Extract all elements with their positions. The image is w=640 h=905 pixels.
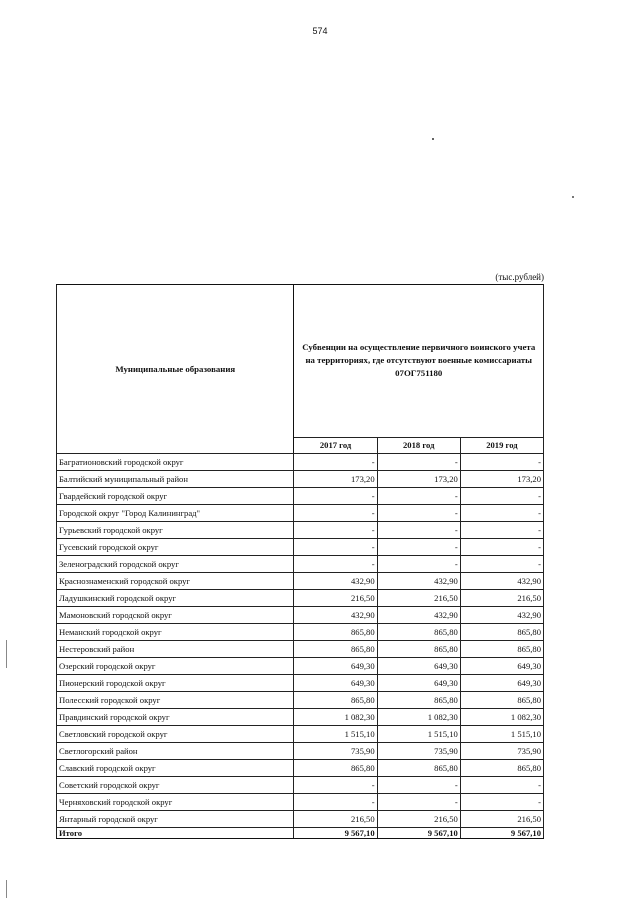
table-row xyxy=(57,675,544,692)
value-2018: 432,90 xyxy=(377,573,460,590)
value-2018: - xyxy=(377,522,460,539)
value-2017: 1 082,30 xyxy=(294,709,377,726)
total-2019: 9 567,10 xyxy=(460,828,543,839)
value-2018: 865,80 xyxy=(377,692,460,709)
value-2019: 735,90 xyxy=(460,743,543,760)
subvention-column-header: Субвенции на осуществление первичного воинского учета на территориях, где отсутствуют военные комиссариаты 07ОГ751180 xyxy=(294,285,544,438)
value-2019: - xyxy=(460,488,543,505)
value-2017: 173,20 xyxy=(294,471,377,488)
value-2018: 1 082,30 xyxy=(377,709,460,726)
table-header-row xyxy=(57,285,544,438)
table-row xyxy=(57,760,544,777)
table-row xyxy=(57,471,544,488)
municipality-name: Балтийский муниципальный район xyxy=(57,471,294,488)
value-2019: 173,20 xyxy=(460,471,543,488)
scan-edge-mark xyxy=(6,880,7,898)
value-2017: - xyxy=(294,539,377,556)
value-2018: 1 515,10 xyxy=(377,726,460,743)
value-2017: - xyxy=(294,794,377,811)
municipality-name: Гвардейский городской округ xyxy=(57,488,294,505)
value-2018: - xyxy=(377,505,460,522)
municipality-name: Черняховский городской округ xyxy=(57,794,294,811)
value-2019: 865,80 xyxy=(460,641,543,658)
table-row xyxy=(57,505,544,522)
municipality-name: Багратионовский городской округ xyxy=(57,454,294,471)
scan-speck xyxy=(572,196,574,198)
value-2017: 432,90 xyxy=(294,573,377,590)
value-2017: - xyxy=(294,505,377,522)
value-2018: - xyxy=(377,454,460,471)
value-2019: 865,80 xyxy=(460,692,543,709)
table-row xyxy=(57,794,544,811)
municipality-name: Светлогорский район xyxy=(57,743,294,760)
value-2017: 735,90 xyxy=(294,743,377,760)
units-label: (тыс.рублей) xyxy=(495,272,544,282)
municipality-name: Янтарный городской округ xyxy=(57,811,294,828)
value-2017: 216,50 xyxy=(294,590,377,607)
value-2019: - xyxy=(460,522,543,539)
value-2017: 865,80 xyxy=(294,760,377,777)
table-row xyxy=(57,777,544,794)
municipality-name: Полесский городской округ xyxy=(57,692,294,709)
total-2017: 9 567,10 xyxy=(294,828,377,839)
municipality-name: Славский городской округ xyxy=(57,760,294,777)
value-2019: 216,50 xyxy=(460,811,543,828)
value-2018: - xyxy=(377,777,460,794)
municipality-name: Пионерский городской округ xyxy=(57,675,294,692)
table-row xyxy=(57,573,544,590)
table-row xyxy=(57,641,544,658)
year-header-2017: 2017 год xyxy=(294,437,377,453)
value-2019: - xyxy=(460,454,543,471)
municipality-name: Гусевский городской округ xyxy=(57,539,294,556)
municipality-name: Нестеровский район xyxy=(57,641,294,658)
subvention-table xyxy=(56,284,544,839)
table-row xyxy=(57,556,544,573)
municipality-column-header: Муниципальные образования xyxy=(57,285,294,454)
table-row xyxy=(57,624,544,641)
value-2017: 865,80 xyxy=(294,624,377,641)
total-row xyxy=(57,828,544,839)
table-row xyxy=(57,692,544,709)
table-row xyxy=(57,454,544,471)
table-row xyxy=(57,658,544,675)
value-2017: - xyxy=(294,454,377,471)
value-2018: 865,80 xyxy=(377,641,460,658)
municipality-name: Зеленоградский городской округ xyxy=(57,556,294,573)
value-2017: - xyxy=(294,488,377,505)
page-number: 574 xyxy=(312,26,328,36)
value-2018: - xyxy=(377,794,460,811)
table-row xyxy=(57,539,544,556)
value-2019: - xyxy=(460,539,543,556)
municipality-name: Ладушкинский городской округ xyxy=(57,590,294,607)
value-2019: 1 082,30 xyxy=(460,709,543,726)
value-2019: - xyxy=(460,777,543,794)
value-2017: 865,80 xyxy=(294,641,377,658)
value-2017: 865,80 xyxy=(294,692,377,709)
value-2019: 865,80 xyxy=(460,760,543,777)
table-row xyxy=(57,607,544,624)
value-2018: - xyxy=(377,556,460,573)
scan-speck xyxy=(432,138,434,140)
municipality-name: Советский городской округ xyxy=(57,777,294,794)
table-row xyxy=(57,743,544,760)
year-header-2018: 2018 год xyxy=(377,437,460,453)
value-2018: 865,80 xyxy=(377,624,460,641)
value-2017: 216,50 xyxy=(294,811,377,828)
municipality-name: Мамоновский городской округ xyxy=(57,607,294,624)
value-2019: - xyxy=(460,556,543,573)
value-2017: - xyxy=(294,556,377,573)
table-row xyxy=(57,726,544,743)
municipality-name: Светловский городской округ xyxy=(57,726,294,743)
value-2018: 173,20 xyxy=(377,471,460,488)
table-row xyxy=(57,590,544,607)
municipality-name: Неманский городской округ xyxy=(57,624,294,641)
table-row xyxy=(57,811,544,828)
value-2018: 216,50 xyxy=(377,590,460,607)
table-row xyxy=(57,709,544,726)
table-row xyxy=(57,522,544,539)
value-2017: 649,30 xyxy=(294,675,377,692)
value-2018: 865,80 xyxy=(377,760,460,777)
value-2017: - xyxy=(294,522,377,539)
value-2019: 865,80 xyxy=(460,624,543,641)
year-header-2019: 2019 год xyxy=(460,437,543,453)
value-2019: 432,90 xyxy=(460,607,543,624)
municipality-name: Правдинский городской округ xyxy=(57,709,294,726)
value-2018: 649,30 xyxy=(377,675,460,692)
value-2019: 1 515,10 xyxy=(460,726,543,743)
value-2018: - xyxy=(377,488,460,505)
total-2018: 9 567,10 xyxy=(377,828,460,839)
table-row xyxy=(57,488,544,505)
value-2019: 649,30 xyxy=(460,658,543,675)
value-2018: 216,50 xyxy=(377,811,460,828)
municipality-name: Озерский городской округ xyxy=(57,658,294,675)
value-2018: - xyxy=(377,539,460,556)
table-body xyxy=(57,454,544,828)
value-2018: 432,90 xyxy=(377,607,460,624)
value-2017: 432,90 xyxy=(294,607,377,624)
value-2018: 649,30 xyxy=(377,658,460,675)
municipality-name: Гурьевский городской округ xyxy=(57,522,294,539)
value-2017: 1 515,10 xyxy=(294,726,377,743)
value-2019: 432,90 xyxy=(460,573,543,590)
municipality-name: Краснознаменский городской округ xyxy=(57,573,294,590)
value-2019: 216,50 xyxy=(460,590,543,607)
total-label: Итого xyxy=(57,828,294,839)
value-2017: - xyxy=(294,777,377,794)
municipality-name: Городской округ "Город Калининград" xyxy=(57,505,294,522)
value-2019: - xyxy=(460,505,543,522)
value-2019: - xyxy=(460,794,543,811)
value-2017: 649,30 xyxy=(294,658,377,675)
value-2018: 735,90 xyxy=(377,743,460,760)
value-2019: 649,30 xyxy=(460,675,543,692)
scan-edge-mark xyxy=(6,640,7,668)
